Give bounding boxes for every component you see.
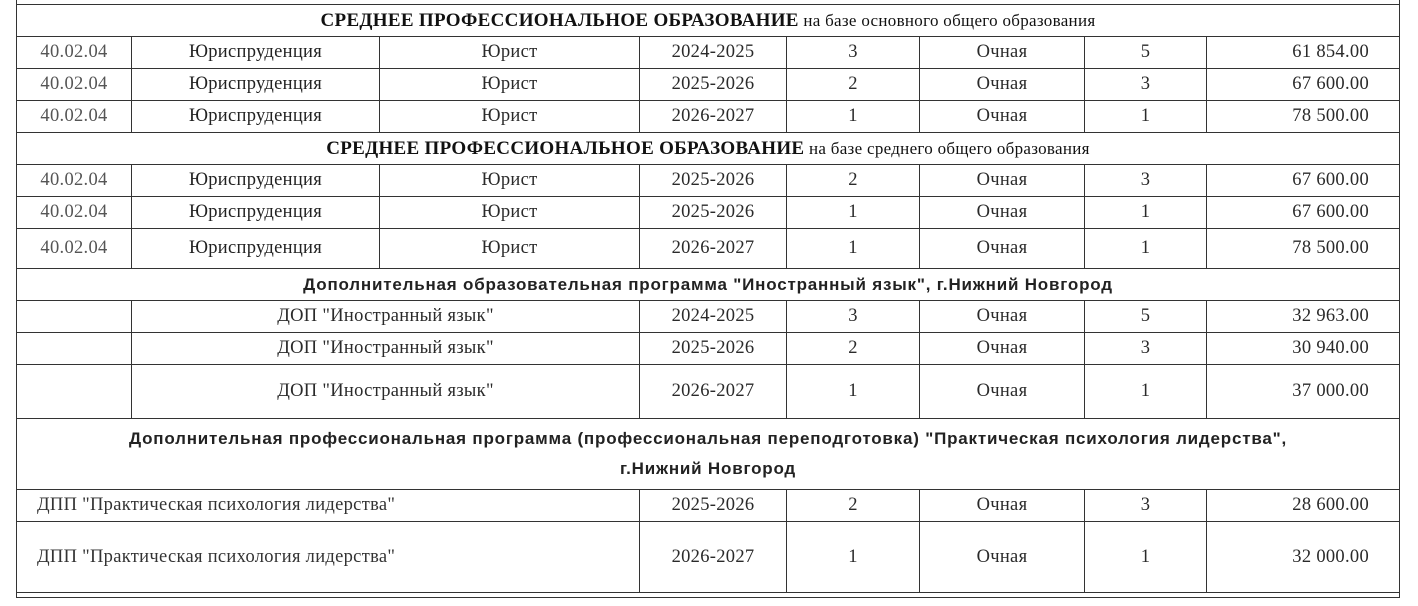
study-form-cell: Очная: [920, 301, 1085, 333]
price-cell: 37 000.00: [1207, 365, 1400, 419]
section-header-row: [17, 133, 1400, 165]
table-row: [17, 365, 1400, 419]
price-cell: 67 600.00: [1207, 69, 1400, 101]
course-cell: 1: [787, 101, 920, 133]
academic-years-cell: 2026-2027: [640, 101, 787, 133]
table-row: [17, 101, 1400, 133]
section-title: [17, 5, 1400, 37]
specialty-code-cell: 40.02.04: [17, 165, 132, 197]
academic-years-cell: 2025-2026: [640, 333, 787, 365]
semester-cell: 5: [1085, 37, 1207, 69]
section-title-line: г.Нижний Новгород: [619, 459, 797, 478]
course-cell: 2: [787, 333, 920, 365]
qualification-cell: Юрист: [380, 69, 640, 101]
semester-cell: 3: [1085, 165, 1207, 197]
table-row: [17, 229, 1400, 269]
qualification-cell: Юрист: [380, 101, 640, 133]
table-row: [17, 165, 1400, 197]
qualification-cell: Юрист: [380, 229, 640, 269]
section-title: Дополнительная образовательная программа "Иностранный язык", г.Нижний Новгород: [17, 269, 1400, 301]
academic-years-cell: 2024-2025: [640, 301, 787, 333]
semester-cell: 1: [1085, 229, 1207, 269]
course-cell: 1: [787, 229, 920, 269]
academic-years-cell: 2025-2026: [640, 165, 787, 197]
semester-cell: 1: [1085, 101, 1207, 133]
course-cell: 2: [787, 490, 920, 522]
table-row: [17, 197, 1400, 229]
table-row: [17, 333, 1400, 365]
section-title-line: Дополнительная профессиональная программа (профессиональная переподготовка) "Практическая психология лидерства",: [128, 429, 1288, 448]
course-cell: 2: [787, 165, 920, 197]
program-cell: ДПП "Практическая психология лидерства": [17, 490, 640, 522]
academic-years-cell: 2025-2026: [640, 197, 787, 229]
section-header-row: [17, 269, 1400, 301]
semester-cell: 1: [1085, 522, 1207, 593]
section-title-rest: на базе основного общего образования: [798, 10, 1096, 30]
semester-cell: 3: [1085, 333, 1207, 365]
course-cell: 1: [787, 365, 920, 419]
section-title-bold: СРЕДНЕЕ ПРОФЕССИОНАЛЬНОЕ ОБРАЗОВАНИЕ: [326, 137, 805, 159]
program-cell: Юриспруденция: [132, 197, 380, 229]
qualification-cell: Юрист: [380, 37, 640, 69]
semester-cell: 1: [1085, 197, 1207, 229]
price-cell: 78 500.00: [1207, 101, 1400, 133]
program-cell: Юриспруденция: [132, 101, 380, 133]
table-row: [17, 522, 1400, 593]
course-cell: 3: [787, 37, 920, 69]
semester-cell: 3: [1085, 69, 1207, 101]
program-cell: Юриспруденция: [132, 37, 380, 69]
price-cell: 32 000.00: [1207, 522, 1400, 593]
academic-years-cell: 2026-2027: [640, 365, 787, 419]
study-form-cell: Очная: [920, 165, 1085, 197]
empty-cell: [17, 333, 132, 365]
price-cell: 28 600.00: [1207, 490, 1400, 522]
tuition-fee-table: [16, 0, 1400, 598]
section-title-rest: на базе среднего общего образования: [804, 138, 1090, 158]
price-cell: 61 854.00: [1207, 37, 1400, 69]
course-cell: 2: [787, 69, 920, 101]
specialty-code-cell: 40.02.04: [17, 101, 132, 133]
course-cell: 1: [787, 522, 920, 593]
price-cell: 78 500.00: [1207, 229, 1400, 269]
tuition-fee-table-document: [16, 0, 1399, 606]
program-cell: Юриспруденция: [132, 69, 380, 101]
academic-years-cell: 2026-2027: [640, 229, 787, 269]
table-row: [17, 301, 1400, 333]
study-form-cell: Очная: [920, 69, 1085, 101]
study-form-cell: Очная: [920, 333, 1085, 365]
price-cell: 30 940.00: [1207, 333, 1400, 365]
section-header-row: [17, 419, 1400, 490]
price-cell: 32 963.00: [1207, 301, 1400, 333]
program-cell: ДПП "Практическая психология лидерства": [17, 522, 640, 593]
study-form-cell: Очная: [920, 229, 1085, 269]
price-cell: 67 600.00: [1207, 197, 1400, 229]
study-form-cell: Очная: [920, 101, 1085, 133]
empty-cell: [17, 365, 132, 419]
table-row: [17, 69, 1400, 101]
table-row: [17, 490, 1400, 522]
program-cell: Юриспруденция: [132, 165, 380, 197]
academic-years-cell: 2024-2025: [640, 37, 787, 69]
academic-years-cell: 2025-2026: [640, 490, 787, 522]
section-title: [17, 133, 1400, 165]
section-title-bold: СРЕДНЕЕ ПРОФЕССИОНАЛЬНОЕ ОБРАЗОВАНИЕ: [320, 9, 799, 31]
specialty-code-cell: 40.02.04: [17, 37, 132, 69]
section-title: [17, 419, 1400, 490]
specialty-code-cell: 40.02.04: [17, 197, 132, 229]
specialty-code-cell: 40.02.04: [17, 69, 132, 101]
bottom-cut-row: [17, 593, 1400, 598]
study-form-cell: Очная: [920, 37, 1085, 69]
program-cell: ДОП "Иностранный язык": [132, 301, 640, 333]
semester-cell: 5: [1085, 301, 1207, 333]
semester-cell: 3: [1085, 490, 1207, 522]
semester-cell: 1: [1085, 365, 1207, 419]
qualification-cell: Юрист: [380, 197, 640, 229]
program-cell: Юриспруденция: [132, 229, 380, 269]
study-form-cell: Очная: [920, 197, 1085, 229]
table-row: [17, 37, 1400, 69]
course-cell: 3: [787, 301, 920, 333]
academic-years-cell: 2026-2027: [640, 522, 787, 593]
program-cell: ДОП "Иностранный язык": [132, 365, 640, 419]
section-header-row: [17, 5, 1400, 37]
price-cell: 67 600.00: [1207, 165, 1400, 197]
course-cell: 1: [787, 197, 920, 229]
specialty-code-cell: 40.02.04: [17, 229, 132, 269]
empty-cell: [17, 301, 132, 333]
study-form-cell: Очная: [920, 490, 1085, 522]
program-cell: ДОП "Иностранный язык": [132, 333, 640, 365]
academic-years-cell: 2025-2026: [640, 69, 787, 101]
qualification-cell: Юрист: [380, 165, 640, 197]
study-form-cell: Очная: [920, 522, 1085, 593]
study-form-cell: Очная: [920, 365, 1085, 419]
